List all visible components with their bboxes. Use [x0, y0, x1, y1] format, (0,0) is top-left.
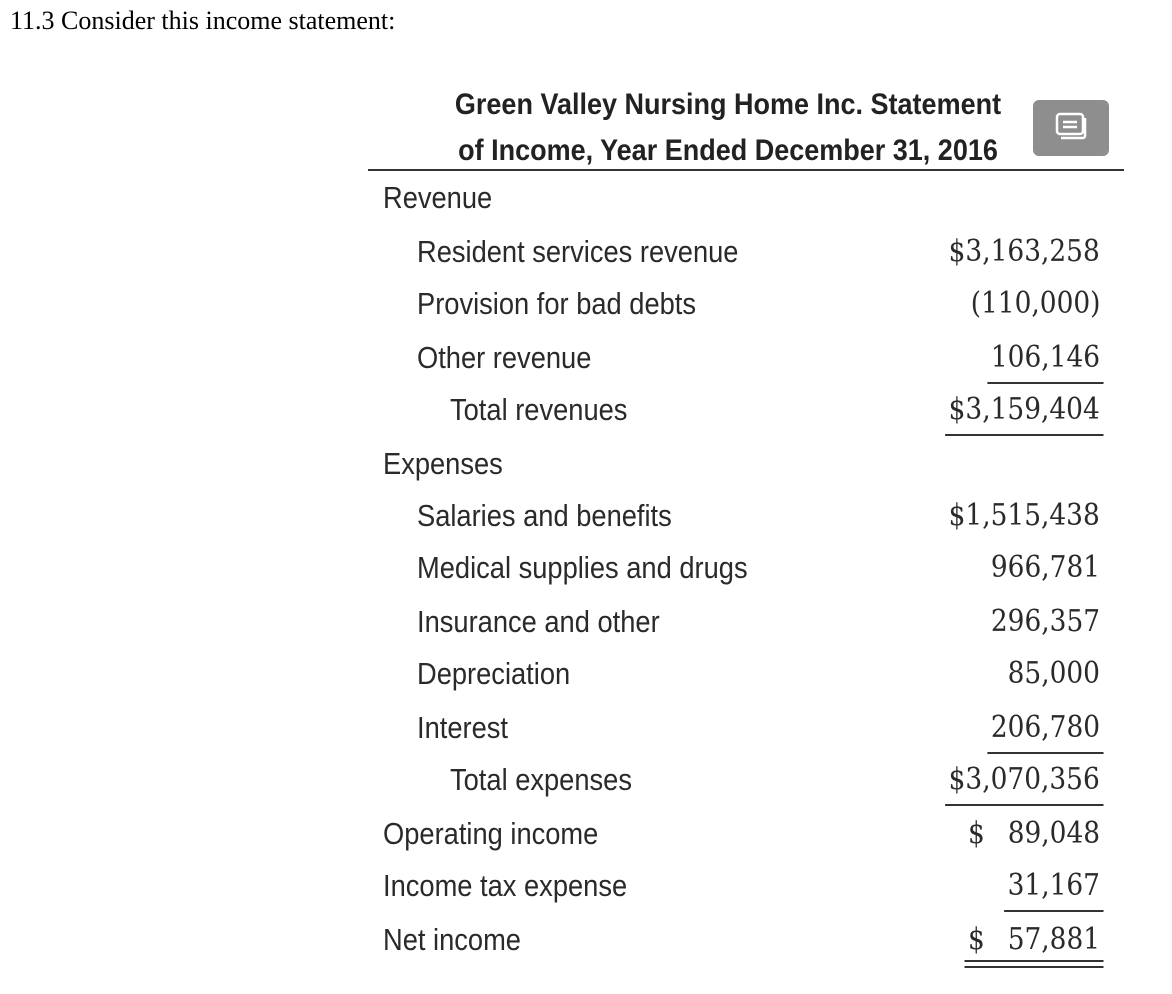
image-overlay-button[interactable]	[1033, 100, 1109, 156]
operating-income-value: 89,048	[1007, 816, 1100, 851]
line-item-amount: (110,000)	[970, 286, 1100, 321]
statement-title	[404, 82, 1052, 174]
income-tax-row	[368, 866, 1108, 906]
statement-title-line1: Green Valley Nursing Home Inc. Statement	[454, 88, 1002, 121]
line-item-label: Depreciation	[417, 656, 571, 691]
line-item-label: Medical supplies and drugs	[417, 550, 748, 585]
net-income-row	[368, 920, 1108, 960]
title-divider	[368, 169, 1124, 171]
total-revenues-label: Total revenues	[450, 392, 628, 427]
line-item-row	[368, 496, 1108, 536]
operating-income-row	[368, 814, 1108, 854]
line-item-amount: $3,163,258	[948, 234, 1100, 269]
income-tax-amount: 31,167	[1008, 866, 1100, 906]
line-item-row	[368, 284, 1108, 324]
currency-symbol: $	[967, 816, 985, 851]
line-item-row	[368, 338, 1108, 378]
line-item-label: Resident services revenue	[417, 234, 739, 269]
currency-symbol: $	[967, 922, 985, 957]
line-item-amount: 106,146	[991, 338, 1100, 378]
income-statement-figure	[368, 78, 1124, 978]
line-item-label: Other revenue	[417, 340, 592, 375]
line-item-amount: 85,000	[1007, 656, 1100, 691]
net-income-amount	[968, 920, 1100, 960]
revenue-header: Revenue	[383, 180, 493, 215]
total-expenses-label: Total expenses	[450, 762, 632, 797]
total-revenues-row	[368, 390, 1108, 430]
line-item-amount: $1,515,438	[948, 498, 1100, 533]
line-item-amount: 296,357	[990, 604, 1100, 639]
line-item-row	[368, 548, 1108, 588]
expenses-header-row	[368, 444, 1108, 484]
question-text: 11.3 Consider this income statement:	[10, 6, 396, 35]
line-item-amount: 966,781	[990, 550, 1100, 585]
statement-title-line2: of Income, Year Ended December 31, 2016	[458, 134, 998, 167]
income-tax-label: Income tax expense	[383, 868, 628, 903]
line-item-amount: 206,780	[991, 708, 1100, 748]
line-item-row	[368, 232, 1108, 272]
line-item-label: Salaries and benefits	[417, 498, 672, 533]
line-item-label: Insurance and other	[417, 604, 660, 639]
line-item-row	[368, 708, 1108, 748]
total-revenues-amount: $3,159,404	[949, 390, 1100, 430]
line-item-label: Provision for bad debts	[417, 286, 697, 321]
revenue-header-row	[368, 178, 1108, 218]
caption-icon	[1055, 112, 1087, 142]
operating-income-amount	[968, 814, 1100, 854]
line-item-row	[368, 602, 1108, 642]
line-item-row	[368, 654, 1108, 694]
total-expenses-amount: $3,070,356	[949, 760, 1100, 800]
expenses-header: Expenses	[383, 446, 503, 481]
net-income-value: 57,881	[1007, 922, 1100, 957]
net-income-label: Net income	[383, 922, 521, 957]
operating-income-label: Operating income	[383, 816, 599, 851]
line-item-label: Interest	[417, 710, 508, 745]
total-expenses-row	[368, 760, 1108, 800]
